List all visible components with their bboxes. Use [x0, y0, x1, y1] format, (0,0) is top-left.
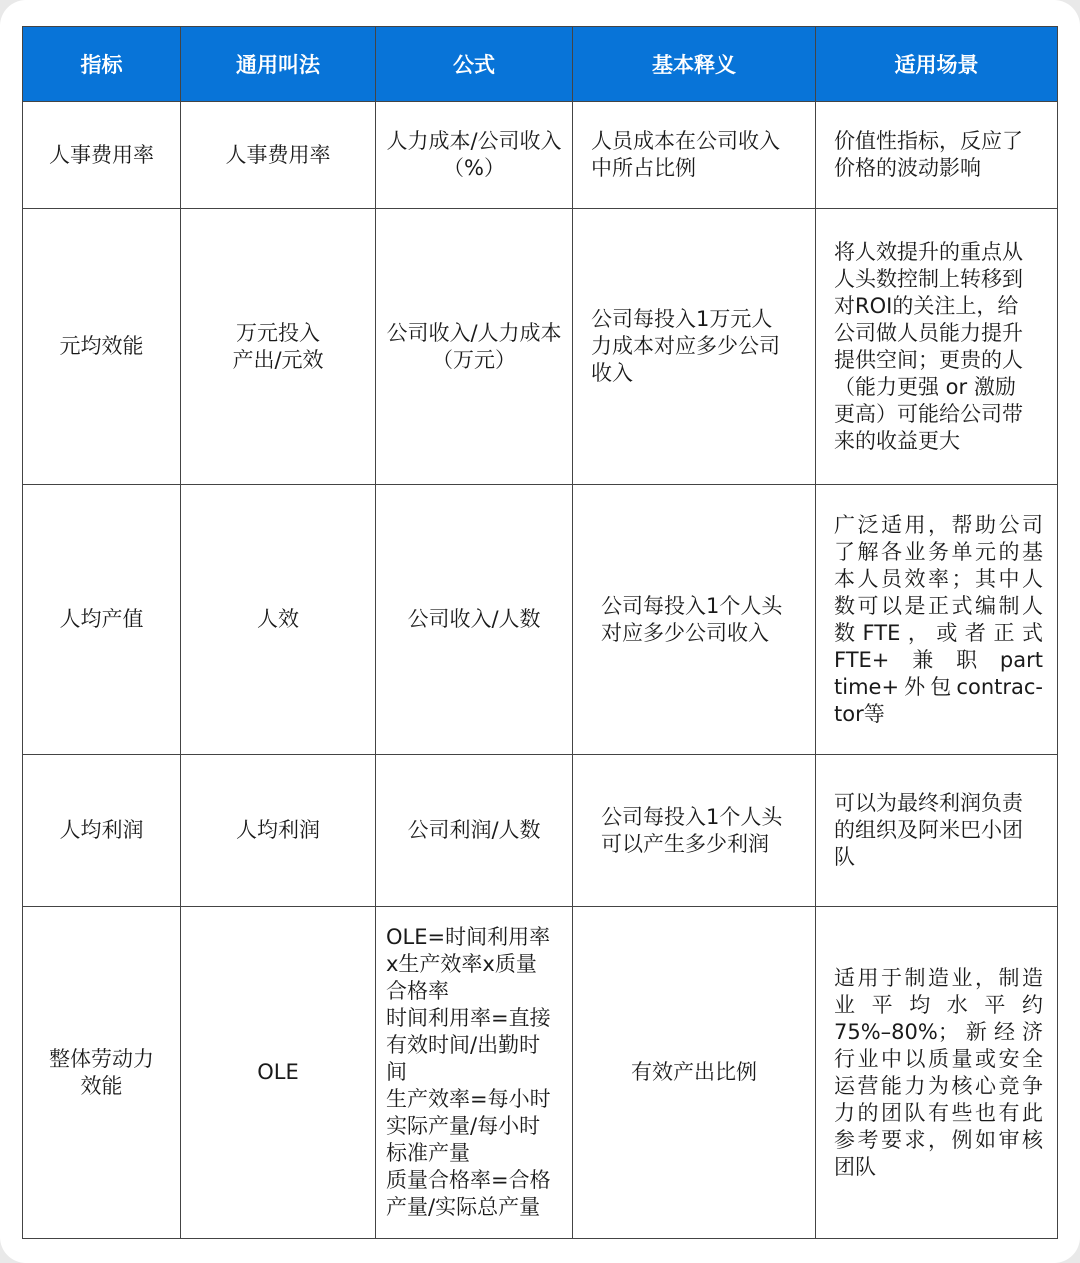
cell-formula [376, 755, 573, 907]
table-row [23, 907, 1058, 1239]
cell-definition [573, 485, 816, 755]
formula-text: 人力成本/公司收入 （%） [386, 129, 562, 180]
scenario-text: 将人效提升的重点从 人头数控制上转移到 对ROI的关注上，给 公司做人员能力提升 提供空间；更贵的人 （能力更强 or 激励 更高）可能给公司带 来的收益更大 [834, 239, 1023, 453]
scenario-line: 了解各业务单元的基 [834, 539, 1043, 564]
cell-scenario [816, 209, 1058, 485]
definition-text: 公司每投入1个人头 可以产生多少利润 [601, 804, 783, 856]
header-definition: 基本释义 [573, 27, 816, 102]
common-name-text: 人均利润 [236, 818, 320, 842]
cell-formula [376, 209, 573, 485]
cell-common-name [181, 209, 376, 485]
scenario-line: 75%–80%；新经济 [834, 1019, 1043, 1044]
scenario-line: FTE+兼职part [834, 647, 1043, 672]
scenario-line: 力的团队有些也有此 [834, 1100, 1043, 1125]
cell-common-name [181, 485, 376, 755]
definition-text: 公司每投入1万元人 力成本对应多少公司 收入 [591, 307, 780, 385]
cell-definition [573, 755, 816, 907]
cell-common-name [181, 102, 376, 209]
cell-scenario [816, 102, 1058, 209]
scenario-line: 团队 [834, 1154, 876, 1179]
formula-text: 公司利润/人数 [407, 818, 541, 842]
cell-scenario [816, 485, 1058, 755]
common-name-text: 万元投入 产出/元效 [232, 320, 324, 372]
scenario-line: 数可以是正式编制人 [834, 593, 1043, 618]
header-formula: 公式 [376, 27, 573, 102]
scenario-line: 运营能力为核心竞争 [834, 1073, 1043, 1098]
hr-efficiency-metrics-table [22, 26, 1058, 1239]
table-row [23, 755, 1058, 907]
scenario-text: 价值性指标，反应了 价格的波动影响 [834, 129, 1023, 180]
scenario-line: 行业中以质量或安全 [834, 1046, 1043, 1071]
table-header-row [23, 27, 1058, 102]
definition-text: 人员成本在公司收入 中所占比例 [591, 129, 780, 180]
table-row [23, 102, 1058, 209]
common-name-text: 人事费用率 [225, 142, 331, 167]
table-row [23, 485, 1058, 755]
header-indicator: 指标 [23, 27, 181, 102]
scenario-text [834, 965, 1043, 1181]
scenario-line: 数FTE，或者正式 [834, 620, 1043, 645]
scenario-line: tor等 [834, 701, 885, 726]
scenario-line: 本人员效率；其中人 [834, 566, 1043, 591]
indicator-text: 人事费用率 [49, 142, 154, 167]
scenario-text [834, 512, 1043, 728]
cell-definition [573, 907, 816, 1239]
cell-indicator [23, 907, 181, 1239]
formula-text: OLE=时间利用率 x生产效率x质量 合格率 时间利用率=直接 有效时间/出勤时 间 生产效率=每小时 实际产量/每小时 标准产量 质量合格率=合格 产量/实际总产量 [386, 925, 551, 1219]
common-name-text: 人效 [257, 607, 299, 631]
scenario-line: 业平均水平约 [834, 992, 1043, 1017]
cell-indicator [23, 102, 181, 209]
cell-common-name [181, 755, 376, 907]
cell-definition [573, 209, 816, 485]
cell-scenario [816, 755, 1058, 907]
scenario-line: time+外包contrac- [834, 674, 1043, 699]
header-scenario: 适用场景 [816, 27, 1058, 102]
table-row [23, 209, 1058, 485]
indicator-text: 人均利润 [59, 818, 144, 842]
cell-indicator [23, 209, 181, 485]
cell-formula [376, 485, 573, 755]
scenario-line: 广泛适用，帮助公司 [834, 512, 1043, 537]
formula-text: 公司收入/人力成本 （万元） [386, 320, 562, 372]
scenario-line: 适用于制造业，制造 [834, 965, 1043, 990]
definition-text: 公司每投入1个人头 对应多少公司收入 [601, 593, 783, 645]
cell-scenario [816, 907, 1058, 1239]
scenario-text: 可以为最终利润负责 的组织及阿米巴小团 队 [834, 791, 1023, 869]
common-name-text: OLE [257, 1060, 299, 1084]
cell-indicator [23, 755, 181, 907]
cell-formula [376, 102, 573, 209]
cell-indicator [23, 485, 181, 755]
formula-text: 公司收入/人数 [407, 607, 541, 631]
cell-common-name [181, 907, 376, 1239]
indicator-text: 人均产值 [59, 607, 144, 631]
definition-text: 有效产出比例 [631, 1060, 757, 1084]
cell-definition [573, 102, 816, 209]
scenario-line: 参考要求，例如审核 [834, 1127, 1043, 1152]
indicator-text: 整体劳动力 效能 [49, 1046, 154, 1098]
header-common-name: 通用叫法 [181, 27, 376, 102]
indicator-text: 元均效能 [59, 334, 144, 358]
cell-formula [376, 907, 573, 1239]
